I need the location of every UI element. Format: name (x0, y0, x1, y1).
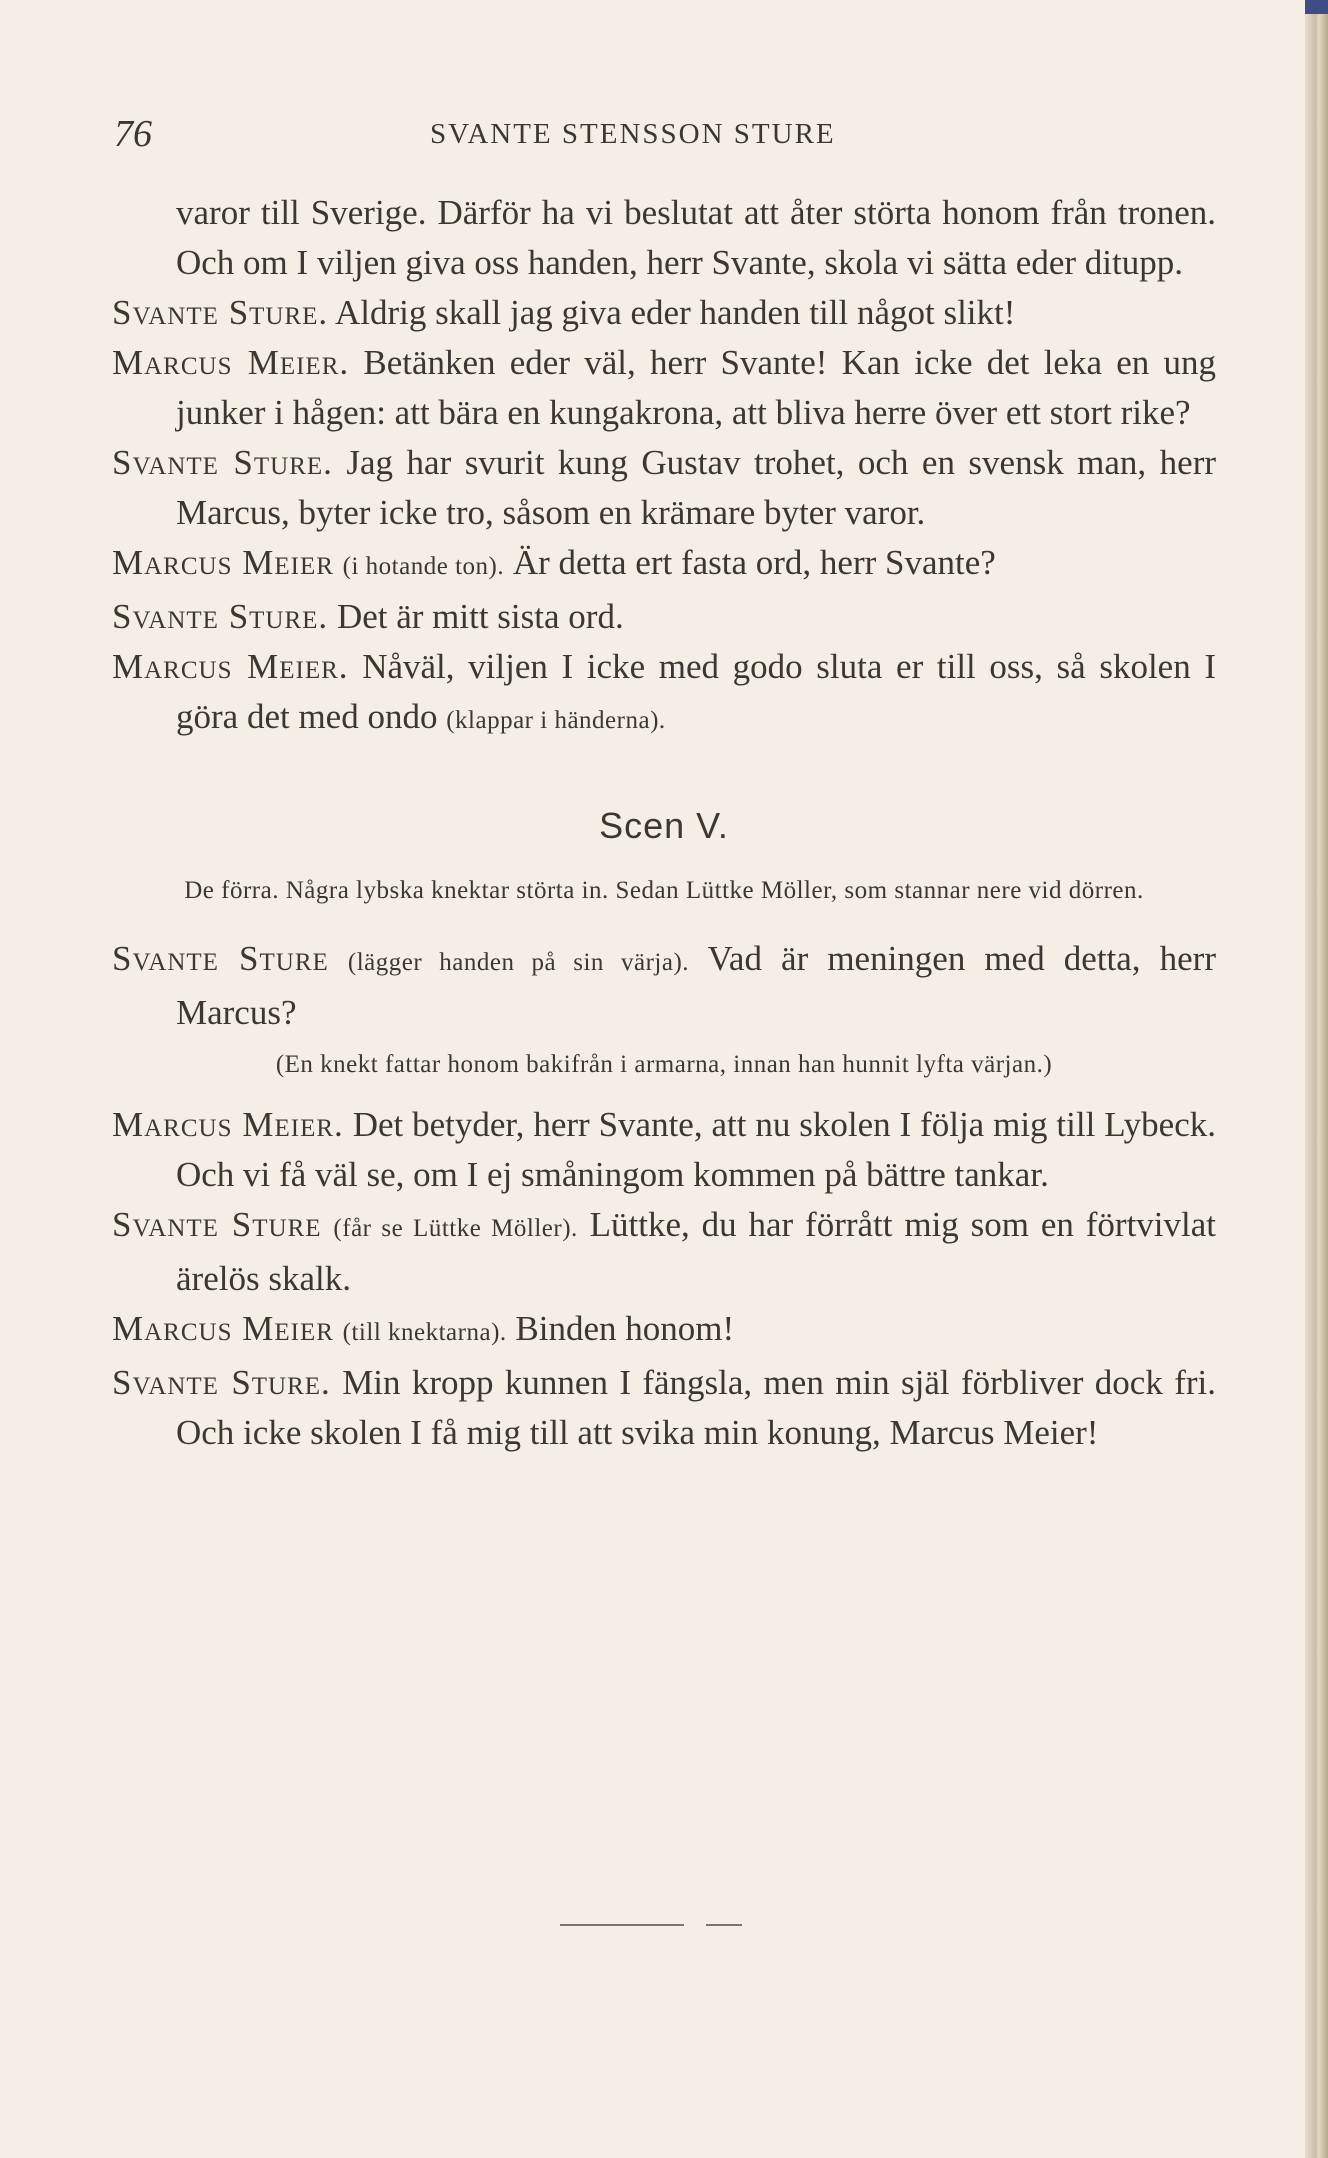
speech-continuation (112, 188, 1216, 288)
speech-text: Det är mitt sista ord. (336, 597, 624, 636)
end-rule (560, 1924, 684, 1926)
page-edge-tab (1305, 0, 1328, 14)
speaker-name: Marcus Meier. (112, 1105, 344, 1144)
speech-text: Jag har svurit kung Gustav trohet, och en svensk man, herr Marcus, byter icke tro, såsom en krämare byter varor. (176, 443, 1217, 532)
page-edge (1305, 0, 1328, 2158)
speaker-name: Marcus Meier (112, 543, 334, 582)
speech (112, 642, 1216, 746)
scene-heading: Scen V. (599, 805, 729, 846)
speech-text: Vad är meningen med detta, herr Marcus? (176, 939, 1216, 1032)
speaker-name: Svante Sture. (112, 443, 333, 482)
speech (112, 338, 1216, 438)
running-head (0, 112, 1305, 162)
running-title: SVANTE STENSSON STURE (430, 118, 836, 150)
speaker-name: Svante Sture. (112, 293, 329, 332)
speaker-name: Marcus Meier. (112, 343, 350, 382)
stage-direction: (får se Lüttke Möller). (333, 1215, 578, 1242)
speech (112, 1200, 1216, 1304)
speech-text: Det betyder, herr Svante, att nu skolen I följa mig till Lybeck. Och vi få väl se, om I ej småningom kommen på bättre tankar. (176, 1105, 1216, 1194)
end-rule-short (706, 1924, 742, 1926)
speech (112, 438, 1216, 538)
speech-text: Nåväl, viljen I icke med godo sluta er till oss, så skolen I göra det med ondo (176, 647, 1217, 736)
stage-direction: (i hotande ton). (342, 553, 505, 580)
speech (112, 538, 1216, 592)
speech-text: Aldrig skall jag giva eder handen till något slikt! (335, 293, 1016, 332)
speech (112, 592, 1216, 642)
speaker-name: Svante Sture. (112, 597, 329, 636)
speaker-name: Marcus Meier. (112, 647, 349, 686)
play-text (112, 188, 1216, 1458)
speaker-name: Marcus Meier (112, 1309, 334, 1348)
speech (112, 1358, 1216, 1458)
scene-direction: De förra. Några lybska knektar störta in. Sedan Lüttke Möller, som stannar nere vid dörren. (184, 877, 1144, 904)
speech (112, 288, 1216, 338)
speech-text: varor till Sverige. Därför ha vi beslutat att åter störta honom från tronen. Och om I viljen giva oss handen, herr Svante, skola vi sätta eder ditupp. (176, 193, 1216, 282)
speaker-name: Svante Sture. (112, 1363, 331, 1402)
speaker-name: Svante Sture (112, 939, 329, 978)
speech-text: Lüttke, du har förrått mig som en förtvivlat ärelös skalk. (176, 1205, 1217, 1298)
stage-direction-line: (En knekt fattar honom bakifrån i armarna, innan han hunnit lyfta värjan.) (275, 1051, 1053, 1078)
stage-direction: (klappar i händerna). (446, 707, 666, 734)
speech (112, 1100, 1216, 1200)
speech-text: Min kropp kunnen I fängsla, men min själ förbliver dock fri. Och icke skolen I få mig till att svika min konung, Marcus Meier! (176, 1363, 1216, 1452)
page-number: 76 (114, 113, 152, 155)
speech-text: Binden honom! (515, 1309, 735, 1348)
speech (112, 934, 1216, 1038)
speech-text: Är detta ert fasta ord, herr Svante? (512, 543, 996, 582)
stage-direction: (lägger handen på sin värja). (347, 949, 690, 976)
speech (112, 1304, 1216, 1358)
speaker-name: Svante Sture (112, 1205, 322, 1244)
speech-text: Betänken eder väl, herr Svante! Kan icke det leka en ung junker i hågen: att bära en kungakrona, att bliva herre över ett stort rike? (176, 343, 1216, 432)
stage-direction: (till knektarna). (342, 1319, 507, 1346)
